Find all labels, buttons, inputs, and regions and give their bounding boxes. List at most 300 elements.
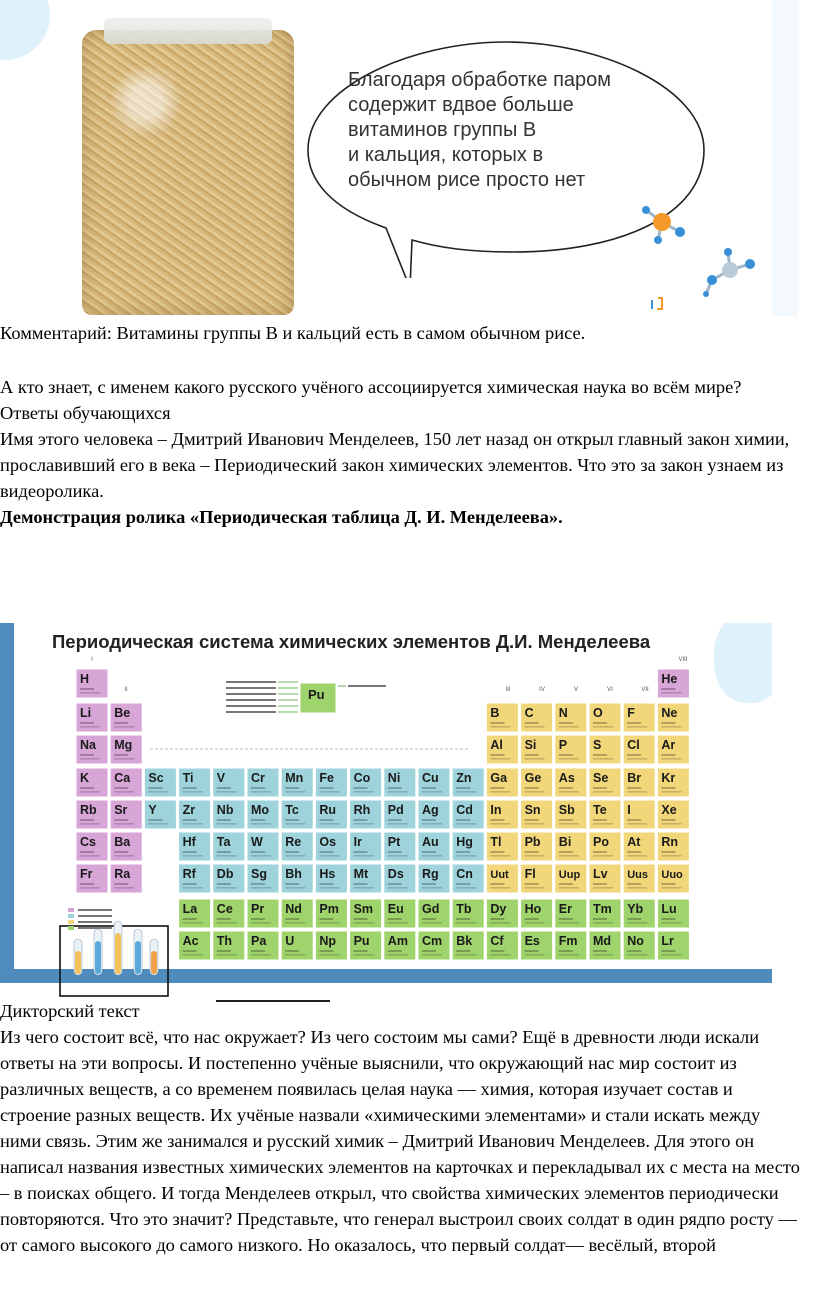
element-caption [490,726,510,728]
element-symbol: Pu [353,934,370,948]
element-caption [490,823,510,825]
element-cell-cd [452,800,484,829]
element-caption [114,722,128,724]
element-symbol: Hs [319,867,336,881]
element-caption [80,851,94,853]
element-symbol: Uut [490,869,509,881]
element-caption [251,887,271,889]
element-caption [183,851,197,853]
element-caption [183,950,197,952]
element-caption [661,787,675,789]
element-cell-sn [521,800,553,829]
element-symbol: Lr [661,934,674,948]
element-caption [661,855,681,857]
element-caption [559,950,573,952]
element-cell-uuo [657,864,689,893]
element-symbol: Ti [182,771,194,785]
element-caption [627,791,647,793]
legend-caption [78,927,112,929]
element-caption [490,851,504,853]
element-cell-al [486,735,518,764]
element-caption [80,887,100,889]
element-symbol: Cm [422,934,443,948]
element-caption [559,819,573,821]
tube-liquid [95,941,101,974]
element-cell-cu [418,768,450,797]
element-caption [422,918,436,920]
element-cell-kr [657,768,689,797]
element-cell-la [179,899,211,928]
element-caption [456,883,470,885]
element-caption [114,851,128,853]
element-cell-uup [555,864,587,893]
element-caption [388,887,408,889]
element-symbol: Cu [422,771,439,785]
element-symbol: N [558,706,568,720]
element-symbol: Mn [285,771,304,785]
element-caption [251,791,271,793]
element-cell-gd [418,899,450,928]
element-symbol: Cf [490,934,504,948]
element-cell-u [281,931,313,960]
element-caption [559,823,579,825]
element-symbol: Lv [593,867,608,881]
element-cell-rn [657,832,689,861]
element-caption [319,887,339,889]
element-cell-ba [110,832,142,861]
element-cell-mt [350,864,382,893]
element-cell-fl [521,864,553,893]
element-caption [354,883,368,885]
element-caption [559,954,579,956]
element-caption [183,791,203,793]
element-symbol: Mt [353,867,369,881]
element-caption [593,950,607,952]
element-caption [661,726,681,728]
element-symbol: Tl [490,835,502,849]
element-caption [388,918,402,920]
element-caption [251,819,265,821]
document-icon [650,294,664,310]
element-caption [490,855,510,857]
element-caption [319,883,333,885]
element-caption [661,692,681,694]
element-symbol: Sc [148,771,164,785]
element-symbol: Ar [661,738,676,752]
element-caption [80,758,100,760]
element-caption [490,922,510,924]
element-caption [388,791,408,793]
element-cell-b [486,703,518,732]
element-cell-rf [179,864,211,893]
element-symbol: Np [319,934,337,948]
element-symbol: Ba [114,835,131,849]
element-caption [388,819,402,821]
element-cell-mo [247,800,279,829]
element-caption [183,823,203,825]
element-caption [422,851,436,853]
element-symbol: W [251,835,263,849]
element-caption [217,855,237,857]
element-symbol: Te [593,803,607,817]
element-caption [80,754,94,756]
element-cell-pr [247,899,279,928]
element-caption [627,722,641,724]
element-caption [661,922,681,924]
element-caption [593,851,607,853]
group-label: I [91,657,93,663]
element-caption [661,722,675,724]
element-cell-cr [247,768,279,797]
element-caption [661,688,675,690]
element-caption [627,726,647,728]
element-cell-no [623,931,655,960]
element-caption [114,791,134,793]
element-caption [80,823,100,825]
element-symbol: H [80,672,90,686]
element-caption [354,791,374,793]
element-caption [627,754,641,756]
element-caption [627,758,647,760]
element-symbol: U [285,934,295,948]
element-cell-he [657,669,689,698]
element-caption [490,887,510,889]
element-caption [354,851,368,853]
element-cell-n [555,703,587,732]
element-symbol: Cd [456,803,473,817]
element-symbol: Rh [353,803,371,817]
element-symbol: Pm [319,902,339,916]
element-caption [354,918,368,920]
element-cell-se [589,768,621,797]
element-caption [251,883,265,885]
element-cell-ce [213,899,245,928]
element-caption [217,791,237,793]
element-caption [251,823,271,825]
element-cell-o [589,703,621,732]
element-caption [490,791,510,793]
element-symbol: Er [558,902,573,916]
element-caption [593,922,613,924]
element-symbol: Dy [490,902,507,916]
element-caption [80,883,94,885]
element-cell-ti [179,768,211,797]
element-caption [114,819,128,821]
element-symbol: Ra [114,867,131,881]
element-caption [490,754,504,756]
element-caption [114,855,134,857]
element-symbol: Re [285,835,302,849]
element-caption [525,922,545,924]
paragraph: Ответы обучающихся [0,403,171,423]
tube-liquid [75,951,81,974]
element-cell-au [418,832,450,861]
element-symbol: Na [80,738,96,752]
element-caption [661,950,675,952]
element-caption [319,855,339,857]
demo-heading: Демонстрация ролика «Периодическая таблица Д. И. Менделеева». [0,507,563,527]
element-symbol: Cl [627,738,640,752]
bubble-line: обычном рисе просто нет [348,169,586,191]
element-caption [388,855,408,857]
element-cell-i [623,800,655,829]
decor-blob [0,0,50,60]
element-symbol: At [627,835,641,849]
element-symbol: Mo [251,803,270,817]
element-caption [456,787,470,789]
legend-caption [226,687,276,689]
element-symbol: Co [353,771,371,785]
element-cell-ag [418,800,450,829]
element-cell-nd [281,899,313,928]
element-symbol: Tc [285,803,299,817]
element-cell-hg [452,832,484,861]
element-cell-ge [521,768,553,797]
element-caption [251,918,265,920]
element-symbol: Ds [387,867,404,881]
periodic-table-slide [0,623,772,1001]
element-caption [217,819,231,821]
element-cell-ir [350,832,382,861]
element-caption [525,950,539,952]
element-caption [661,918,675,920]
element-cell-ni [384,768,416,797]
element-cell-in [486,800,518,829]
element-cell-pa [247,931,279,960]
element-cell-ac [179,931,211,960]
element-symbol: Al [490,738,503,752]
element-caption [80,688,94,690]
element-cell-cl [623,735,655,764]
element-caption [593,787,607,789]
element-symbol: Be [114,706,131,720]
element-caption [627,819,641,821]
element-cell-sg [247,864,279,893]
element-caption [559,722,573,724]
element-caption [217,922,237,924]
element-caption [354,954,374,956]
element-caption [422,791,442,793]
legend-swatch [68,920,74,924]
element-symbol: Rg [422,867,439,881]
element-cell-sc [144,768,176,797]
bubble-text [348,68,678,193]
element-caption [593,722,607,724]
decor-strip [772,0,798,316]
element-symbol: Sn [524,803,541,817]
tube-liquid [135,941,141,974]
element-caption [217,823,237,825]
element-cell-lr [657,931,689,960]
element-caption [559,851,573,853]
announcer-text: Из чего состоит всё, что нас окружает? Из чего состоим мы сами? Ещё в древности люди искали ответы на эти вопросы. И постепенно учёные выяснили, что окружающий нас мир состоит из различных веществ, а со временем появилась целая наука — химия, которая изучает состав и строение разных веществ. Их учёные назвали «химическими элементами» и стали искать между ними связь. Этим же занимался и русский химик – Дмитрий Иванович Менделеев. Для этого он написал названия известных химических элементов на карточках и перекладывал их с места на место – в поисках общего. И тогда Менделеев открыл, что свойства химических элементов периодически повторяются. Что это значит? Представьте, что генерал выстроил своих солдат в один рядпо росту — от самого высокого до самого низкого. Но оказалось, что первый солдат— весёлый, второй [0,1027,800,1255]
element-symbol: La [182,902,198,916]
element-caption [285,851,299,853]
legend-caption [348,685,386,687]
element-caption [251,950,265,952]
element-cell-bi [555,832,587,861]
element-caption [422,887,442,889]
element-cell-tm [589,899,621,928]
element-caption [217,787,231,789]
element-caption [559,887,579,889]
element-symbol: Ru [319,803,337,817]
element-caption [661,823,681,825]
element-symbol: Ga [490,771,508,785]
element-cell-s [589,735,621,764]
element-caption [388,787,402,789]
element-symbol: Bk [456,934,473,948]
element-caption [559,883,573,885]
element-caption [627,787,641,789]
element-cell-cm [418,931,450,960]
comment-block [0,320,816,346]
element-caption [490,722,504,724]
element-symbol: Sr [114,803,128,817]
element-caption [525,855,545,857]
element-symbol: Ce [216,902,233,916]
element-caption [490,819,504,821]
element-cell-ra [110,864,142,893]
element-symbol: K [80,771,90,785]
element-symbol: Ge [524,771,542,785]
element-cell-lv [589,864,621,893]
element-caption [456,918,470,920]
element-caption [285,922,305,924]
element-cell-p [555,735,587,764]
element-cell-be [110,703,142,732]
element-symbol: Po [593,835,609,849]
element-caption [319,918,333,920]
rice-slide [0,0,798,316]
element-caption [559,922,579,924]
comment-text: Комментарий: Витамины группы В и кальций есть в самом обычном рисе. [0,323,586,343]
tube-liquid [115,933,121,974]
element-caption [251,954,271,956]
element-cell-ta [213,832,245,861]
element-caption [525,883,539,885]
element-caption [183,819,197,821]
element-caption [285,787,299,789]
element-caption [593,726,613,728]
element-symbol: Zn [456,771,472,785]
element-symbol: Eu [387,902,404,916]
element-caption [80,855,100,857]
legend-swatch [68,908,74,912]
element-symbol: Am [387,934,408,948]
element-symbol: Tm [593,902,612,916]
element-cell-er [555,899,587,928]
element-caption [388,851,402,853]
element-caption [148,787,162,789]
element-symbol: Si [524,738,537,752]
element-symbol: Ir [353,835,362,849]
element-cell-es [521,931,553,960]
element-cell-tc [281,800,313,829]
element-cell-dy [486,899,518,928]
legend-caption [226,705,276,707]
element-caption [148,823,168,825]
element-symbol: Md [593,934,612,948]
element-caption [114,883,128,885]
element-caption [456,887,476,889]
element-caption [525,758,545,760]
group-label: V [573,687,579,693]
element-cell-li [76,703,108,732]
element-cell-rh [350,800,382,829]
element-cell-co [350,768,382,797]
element-caption [525,918,539,920]
element-caption [525,787,539,789]
element-symbol: Th [216,934,233,948]
element-cell-h [76,669,108,698]
group-label: IV [539,687,545,693]
molecule-icon [700,248,760,298]
element-caption [183,954,203,956]
element-symbol: Hf [182,835,196,849]
element-cell-fm [555,931,587,960]
element-caption [217,883,231,885]
element-caption [627,954,647,956]
element-caption [285,887,305,889]
element-caption [661,883,675,885]
element-cell-hs [315,864,347,893]
element-cell-mn [281,768,313,797]
element-caption [251,922,271,924]
element-caption [319,950,333,952]
element-symbol: Uup [558,869,581,881]
element-caption [285,823,305,825]
element-cell-br [623,768,655,797]
element-caption [593,758,613,760]
tube-liquid [151,951,157,974]
element-cell-rb [76,800,108,829]
element-caption [525,819,539,821]
announcer-heading: Дикторский текст [0,1001,140,1021]
element-caption [388,823,408,825]
element-cell-bk [452,931,484,960]
element-caption [354,819,368,821]
element-caption [559,758,579,760]
element-caption [490,918,504,920]
element-caption [661,819,675,821]
element-symbol: Rn [661,835,679,849]
group-label: III [505,687,511,693]
element-caption [661,851,675,853]
element-caption [627,918,641,920]
element-symbol: Y [148,803,157,817]
element-caption [661,791,681,793]
element-cell-po [589,832,621,861]
paragraph: Имя этого человека – Дмитрий Иванович Менделеев, 150 лет назад он открыл главный закон химии, прославивший его в века – Периодический закон химических элементов. Что это за закон узнаем из видеоролика. [0,429,790,501]
element-symbol: V [216,771,226,785]
element-cell-uut [486,864,518,893]
element-cell-os [315,832,347,861]
element-symbol: Ca [114,771,131,785]
element-caption [593,791,613,793]
element-cell-tb [452,899,484,928]
element-caption [559,787,573,789]
element-caption [627,922,647,924]
element-cell-fe [315,768,347,797]
element-caption [319,787,333,789]
element-symbol: Fe [319,771,334,785]
element-cell-ds [384,864,416,893]
element-cell-am [384,931,416,960]
element-cell-zn [452,768,484,797]
element-symbol: Es [524,934,540,948]
legend-caption [226,693,276,695]
